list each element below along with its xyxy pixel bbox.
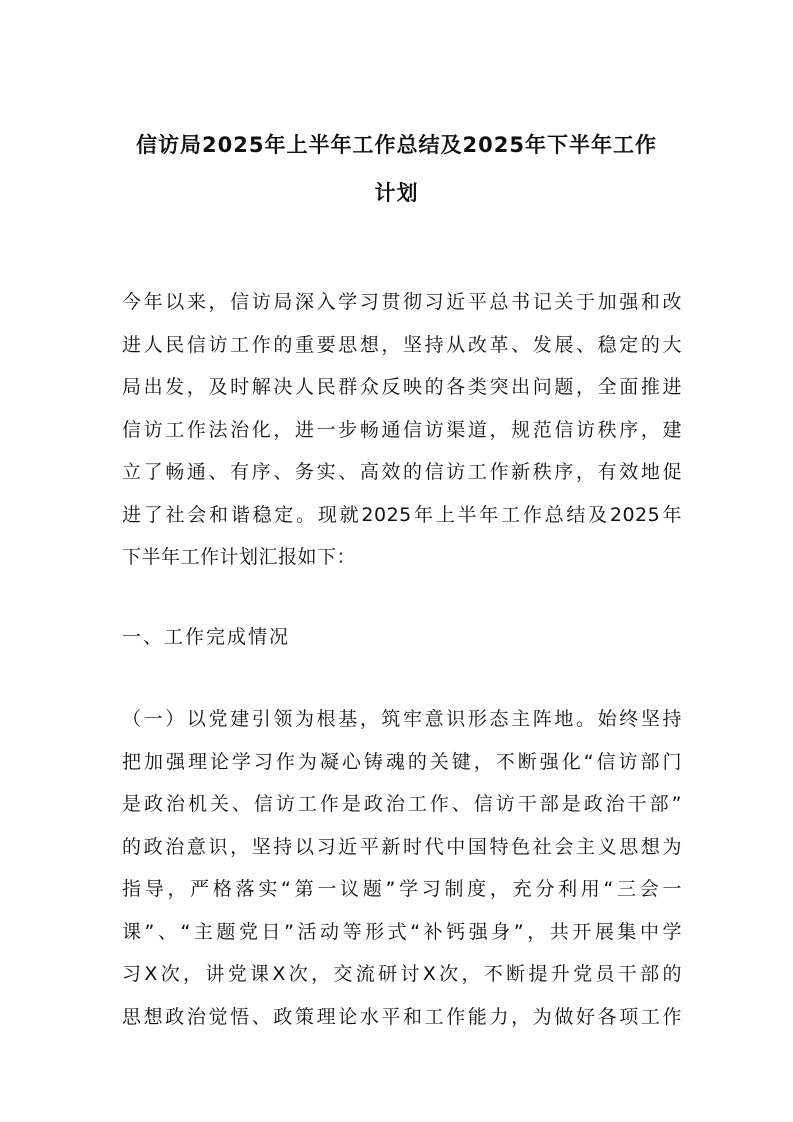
section-1-line: 习X次，讲党课X次，交流研讨X次，不断提升党员干部的 bbox=[122, 963, 682, 985]
intro-line: 下半年工作计划汇报如下： bbox=[122, 546, 357, 568]
section-1-line: 思想政治觉悟、政策理论水平和工作能力，为做好各项工作 bbox=[122, 1005, 682, 1028]
section-1-line: 把加强理论学习作为凝心铸魂的关键，不断强化“信访部门 bbox=[122, 750, 682, 773]
intro-line: 进人民信访工作的重要思想，坚持从改革、发展、稳定的大 bbox=[122, 333, 682, 356]
intro-line: 进了社会和谐稳定。现就2025年上半年工作总结及2025年 bbox=[122, 503, 682, 526]
intro-line: 信访工作法治化，进一步畅通信访渠道，规范信访秩序，建 bbox=[122, 418, 682, 441]
section-1-line: 的政治意识，坚持以习近平新时代中国特色社会主义思想为 bbox=[122, 835, 682, 858]
section-1-line: 课”、“主题党日”活动等形式“补钙强身”，共开展集中学 bbox=[122, 920, 682, 943]
section-1-line: 是政治机关、信访工作是政治工作、信访干部是政治干部” bbox=[122, 793, 682, 815]
section-1-line: （一）以党建引领为根基，筑牢意识形态主阵地。始终坚持 bbox=[122, 708, 682, 730]
intro-line: 立了畅通、有序、务实、高效的信访工作新秩序，有效地促 bbox=[122, 461, 682, 483]
intro-paragraph bbox=[122, 281, 682, 579]
section-heading-work-completion: 一、工作完成情况 bbox=[122, 626, 291, 648]
section-1-paragraph bbox=[122, 698, 682, 1038]
intro-line: 今年以来，信访局深入学习贯彻习近平总书记关于加强和改 bbox=[122, 291, 682, 313]
intro-line: 局出发，及时解决人民群众反映的各类突出问题，全面推进 bbox=[122, 376, 682, 398]
document-title-line-1: 信访局2025年上半年工作总结及2025年下半年工作 bbox=[136, 133, 657, 157]
section-1-line: 指导，严格落实“第一议题”学习制度，充分利用“三会一 bbox=[122, 878, 682, 900]
document-title-line-2: 计划 bbox=[374, 181, 419, 205]
